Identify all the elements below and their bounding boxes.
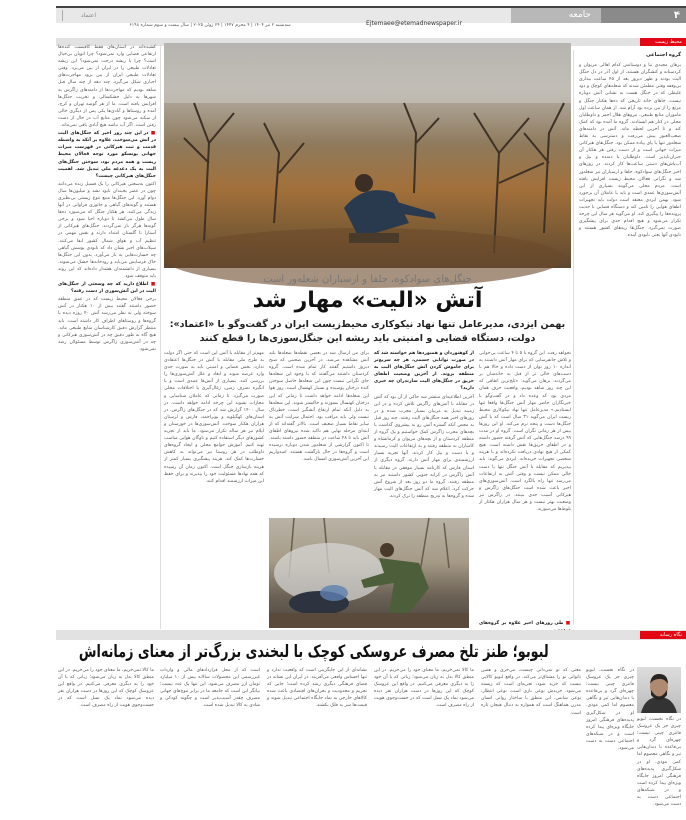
body-text: آخرین اطلاعیه‌ای منتشر شد حاکی از آن بود که آتش در مقابله با آتش‌های زاگرس تلاش کرده و در این زمینه تبدیل به مربیان بسیار مجرب شده و در روزهای اخیر همه جنگل‌های الیت رفتند. چند روز قبل به محض آنکه گستره آتش رو به پیشروی گذاشت با بچه‌های مجرب زاگرس کمک خواستیم و یک گروه از منطقه کردستان و از بچه‌های مریوان و کرمانشاه و کامیاران به منطقه رفتند و به ارتفاعات الیت رسیدند و با دست و بیل کار کردند. آنها تجربه بسیار ارزشمندی برای مهار آتش دارند. گروه دیگری از استان فارس که کارنامه بسیار موفقی در مقابله با آتش زاگرس در کرانه جنوبی کشور داشتند نیز به منطقه رفتند. گروه ما دو روز بعد از شروع آتش حرکت کرد. اعلام شد که آتش جنگل‌های الیت مهار شده و گروه‌ها به تدریج منطقه را ترک کردند.	[374, 394, 474, 499]
dateline-box	[104, 11, 316, 28]
body-column-1	[479, 350, 571, 620]
body-text: در نگاه نخست، لبوبو چیزی جز یک عروسک فانتزی چینی نیست؛ چهره‌ای گرد و بی‌قاعده با دندان‌هایی تیز و نگاهی معصوم اما کمی موذی. او در شکل‌گیری پدیده‌های فرهنگی امروز جایگاه ویژه‌ای پیدا کرده است و در شبکه‌های اجتماعی دست به دست می‌شود.	[586, 668, 634, 752]
body-text: معنی که تو نمی‌دانی چیست، می‌خری و همین ناتوانی تو را مشتاق‌تر می‌کند. در واقع لبوبو کالایی نیست که خرید شود، تجربه‌ای است که زیسته می‌شود. خریدش نوعی بازی است، نوعی انتظار، نوعی شانس. این منطق با ساختار روانی انسان مدرن هماهنگ است که همواره به دنبال هیجان تازه است.	[481, 668, 581, 716]
body-text: ما کالا نمی‌خریم، ما معنای خود را می‌خریم. در این منطق کالا بدل به زبان می‌شود؛ زبانی که با آن خود را به دیگری معرفی می‌کنیم. در واقع این عروسک کوچک که این روزها در دست هزاران نفر دیده می‌شود نماد یک نسل است که در جست‌وجوی هویت از راه مصرف است.	[374, 668, 474, 709]
body-text: نشانه‌ای از این جایگزینی است که واقعیت ندارد و تنها احساس واقعی می‌آفریند. در ایران این نشانه در فضای فرهنگی دیگری رشد کرده است؛ جایی که تحریم و محدودیت و بحران‌های اقتصادی باعث شده کالاهای خارجی به نماد جایگاه اجتماعی تبدیل شوند و قیمت‌ها سر به فلک بکشند.	[267, 668, 367, 709]
section-email[interactable]: Ejtemaee@etemadnewspaper.ir	[366, 20, 462, 27]
column-divider	[573, 50, 574, 625]
media-column-2	[481, 667, 581, 820]
subhead-line-1: بهمن ایزدی، مدیرعامل تنها نهاد نیکوکاری محیط‌زیست ایران در گفت‌وگو با «اعتماد»:	[169, 319, 566, 330]
body-column-3	[269, 350, 369, 516]
question-text: در این چند روز اخیر که جنگل‌های الیت در آتش می‌سوخت، علاوه بر آنکه به واسطه قدمت و ثبت هیرکانی در فهرست میراث جهانی یونسکو مورد توجه فعالان محیط زیست و همه مردم بود، سوختن جنگل‌های الیت به یک دغدغه ملی تبدیل شد. اهمیت جنگل‌های هیرکانی چیست؟	[58, 131, 156, 179]
section-strip	[56, 630, 686, 640]
right-column-text: برهان مجیدی نیا و دوستانش کدام اهالی مریوان و کردستانه و کنشگران هستند، از اول آذر در دل جنگل الیت بودند و ظهر دیروز بعد از ۴۵ ساعت بیداری بی‌وقفه وقتی مطمئن شدند که شعله‌های کوچک و دود غلیظی که در جنگل هست به نشانی آتش دوباره نیست، جاهای خانه تاریخی که ده‌ها هکتار جنگل و مرتع را از بین برده بود آرام شد. از همان ساعت اول ماموران منابع طبیعی، نیروهای هلال احمر و داوطلبان محلی در کنار هم ایستادند. گروه ما آمده بود که کمک کند و تا آخرین لحظه ماند. آتش در دامنه‌های صعب‌العبور پیش می‌رفت و دسترسی به نقاط شعله‌ور تنها با پای پیاده ممکن بود. جنگل‌های هیرکانی میراث جهانی است و از دست رفتن هر هکتار آن جبران‌ناپذیر است. داوطلبان با دمنده و بیل و آب‌پاش‌های دستی ساعت‌ها کار کردند. در روزهای اخیر جنگل‌های سوادکوه، جلفا و ارسباران نیز شعله‌ور شد و نگرانی فعالان محیط زیست افزایش یافته است. مردم محلی می‌گویند بسیاری از این آتش‌سوزی‌ها عمدی است و باید با عاملان آن برخورد شود. بهمن ایزدی معتقد است دولت باید تجهیزات اطفای هوایی را تامین کند و دستگاه قضایی با جدیت پرونده‌ها را پیگیری کند. او می‌گوید هر سال این چرخه تکرار می‌شود و هیچ اقدام جدی برای پیشگیری صورت نمی‌گیرد. جنگل‌ها ریه‌های کشور هستند و نابودی آنها یعنی نابودی آینده.	[579, 63, 681, 239]
bullet-icon: ■	[563, 621, 571, 626]
dateline: سه‌شنبه ۲ تیر ۱۴۰۴ | ۴ محرم ۱۴۴۷ | ۲۴ ژوئن ۲۰۲۵ | سال بیست و سوم شماره ۶۱۹۸	[129, 23, 291, 28]
section-email-box	[324, 10, 504, 27]
media-column-4	[267, 667, 367, 820]
media-headline-box	[78, 641, 626, 663]
forest-fire-photo	[164, 43, 571, 268]
bullet-icon: ■	[148, 131, 156, 137]
body-text: برخی فعالان محیط زیست که در عمق منطقه حضور داشتند گفتند بیش از ۱۰ هکتار در آتش سوخته ولی به نظر می‌رسد آتش ۴۰ روزه دیده با گروه‌ها و روستاهای اطراف کار داشته است. باید منتظر گزارش دقیق کارشناسان منابع طبیعی ماند. هیچ گاه به طور دقیق چه در آتش‌سوزی هیرکانی و چه در آتش‌سوزی زاگرس توسط مسئولان رصد نمی‌شود.	[58, 297, 157, 352]
body-text: در نگاه نخست، لبوبو چیزی جز یک عروسک فانتزی چینی نیست؛ چهره‌ای گرد و بی‌قاعده با دندان‌هایی تیز و نگاهی معصوم اما کمی موذی. او در شکل‌گیری پدیده‌های فرهنگی امروز جایگاه ویژه‌ای پیدا کرده است و در شبکه‌های اجتماعی دست به دست می‌شود.	[637, 717, 681, 808]
media-column-1b	[637, 716, 681, 820]
body-text: کشیده‌اند در استان‌های فقط کافیست کنده‌ها ارتفاعی فضایی وارد نمی‌شود؟ چرا اتوبان بی‌خیال است؟ چرا با ریشه درخت نمی‌شود؟ این ریشه تعادلات طبیعی را در ایران از بین می‌برد. وقتی تعادلات طبیعی ایران از بین برود مهاجرت‌های اجباری شکل می‌گیرد. چند دهه از چند سال قبل شاهد بودیم که مهاجرت‌ها از دامنه‌های زاگرس به شهرها به دلیل خشکسالی و تخریب جنگل‌ها افزایش یافته است. ما از هر گوشه تهران و کرج، آمده و روستاها و آبادی‌ها یکی پس از دیگری خالی از سکنه می‌شود چون منابع آب در حال از دست رفتن است. اگر آب نباشد هیچ آبادی باقی نمی‌ماند.	[58, 45, 156, 129]
media-column-5	[160, 667, 260, 820]
page-number: ۴	[601, 8, 686, 23]
body-text: برای من ارسال شد در بعضی نقطه‌ها شعله‌ها بلند آتش مشاهده می‌شد. در آخرین صحبتی که صبح دیروز داشتیم گفتند کار تمام شده است. گروه کردستان داشتند می‌گفتند که با وجود این شعله‌ها جای نگرانی نیست چون این شعله‌ها حاصل سوختن کنده درختان پوسیده و بسیار کهنسال است. روز هوا این شعله‌ها ادامه خواهد داشت تا زمانی که این درختان کهنسال بسوزند و خاکستر شوند. این شعله‌ها به دلیل آنکه تمام ارتفاع آتشگیر است، خطرناک نیست ولی باید مراقب بود. احتمال سرایت آتش به سایر نقاط بسیار ضعیف است. بالاتر گفته‌اند که از ابتدای مرحله نهایی هم تاکید شده نیروهای اطفای آتش باید تا ۴۸ ساعت در منطقه حضور داشته باشند. تا اکنون گزارشی از شعله‌ور شدن دوباره نرسیده است و گروه‌ها در حال بازگشت هستند. امیدواریم این آخرین آتش‌سوزی امسال باشد.	[269, 351, 369, 463]
left-column	[58, 44, 156, 630]
body-column-4	[164, 350, 264, 628]
media-view-label: نگاه رسانه	[640, 631, 686, 639]
kicker: جنگل‌های سوادکوه، جلفا و ارسباران شعله‌ور است	[263, 274, 472, 285]
bullet-text: طی روزهای اخیر علاوه بر گروه‌های	[479, 621, 564, 626]
body-text: ما کالا نمی‌خریم، ما معنای خود را می‌خریم. در این منطق کالا بدل به زبان می‌شود؛ زبانی که با آن خود را به دیگری معرفی می‌کنیم. در واقع این عروسک کوچک که این روزها در دست هزاران نفر دیده می‌شود نماد یک نسل است که در جست‌وجوی هویت از راه مصرف است.	[58, 668, 154, 709]
question-text: اطلاع دارید که چه وسعتی از جنگل‌های الیت در این آتش‌سوزی از دست رفته؟	[58, 282, 156, 295]
bullet-icon: ■	[148, 282, 156, 288]
lead-headline[interactable]: آتش «الیت» مهار شد	[252, 288, 483, 313]
interview-question	[58, 281, 156, 295]
right-column	[579, 52, 681, 622]
kicker-box	[164, 273, 571, 286]
lead-subhead-2	[164, 332, 571, 345]
body-text: مهم‌تر از مقابله با آتش این است که حتی اگر دولت به طرح ملی مقابله با آتش در جنگل‌ها اعتقادی ندارد، بخش قضایی و امنیتی باید به صورت جدی وارد عرصه شوند و ابعاد و علل آتش‌سوزی‌ها را بررسی کنند. بسیاری از آتش‌ها عمدی است و با انگیزه تصرف زمین، زغال‌گیری یا اختلافات محلی صورت می‌گیرد. تا زمانی که عاملان شناسایی و مجازات نشوند این چرخه ادامه خواهد داشت. در سال ۱۴۰۰ گزارش شد که در جنگل‌های زاگرس، در استان‌های کهگیلویه و بویراحمد، فارس و لرستان هزاران هکتار سوخت. آتش‌سوزی‌ها در خوزستان و ایلام نیز هر ساله تکرار می‌شود. ما باید از تجربه کشورهای دیگر استفاده کنیم و ناوگان هوایی مناسب تهیه کنیم. آموزش جوامع محلی و ایجاد گروه‌های داوطلب در هر روستا نیز می‌تواند به کاهش خسارت‌ها کمک کند. هزینه پیشگیری بسیار کمتر از هزینه بازسازی جنگل است. اکنون زمان آن رسیده که همه نهادها مسئولیت خود را بپذیرند و برای حفظ این میراث ارزشمند اقدام کنند.	[164, 351, 264, 484]
bullet-note	[479, 620, 571, 629]
lead-subhead-1	[164, 318, 571, 331]
body-text: است که از محل قراردادهای مالی و واردات غیررسمی این محصولات سالانه بیش از ۱۰ میلیارد تومان ارز مصرف می‌شود. این تنها یک عدد نیست؛ بیانگر این است که جامعه ما در برابر موج‌های جهانی مصرف چقدر آسیب‌پذیر است و چگونه کودکی و شادی به کالا تبدیل شده است.	[160, 668, 260, 709]
body-column-2	[374, 350, 474, 516]
volunteer-in-burnt-forest-image	[164, 43, 571, 268]
column-divider	[160, 44, 161, 629]
volunteer-extinguishing-fire-image	[269, 518, 469, 628]
author-photo	[637, 667, 681, 713]
interview-question: از کوهنوردان و همنوردها هم خواسته شد که در صورت توانایی جسمی، هر چه سریع‌تر برای خاموش کردن آتش جنگل‌های الیت به منطقه بروند. از آخرین وضعیت اطفای حریق در جنگل‌های الیت سازندران چه خبری دارید؟	[374, 351, 474, 392]
subhead-line-2: دولت، دستگاه قضایی و امنیتی باید ریشه این جنگل‌سوزی‌ها را قطع کنند	[199, 333, 536, 344]
body-text: نخواهد رفت. این گروه با ۵ تا ۴ ساعت بی‌خوابی و تلاش جانفرسایی که برای مهار آتش داشتند به اندازه ۱۰ روز توان از دست داده و حالا هم با دست‌های خالی تر از قبل به خانه‌شان بر می‌گردند. برهان می‌گوید: «تلخ‌ترین اتفاقی که این چند روز شاهد بودیم، واقعیت حرف همان مردی بود که وعده داد و در گفت‌وگو با خبرنگاران حاضر مهار آتش جنگل‌ها واقعا تنها ایستادیم.» مدیرعامل تنها نهاد نیکوکاری محیط زیست ایران می‌گوید ۳۱ سال است که با آتش جنگل‌ها دست و پنجه نرم می‌کند. او این روزها بیش از هر زمانی نگران است. گروه او در مدت ۹۹ درصد جنگل‌هایی که آتش گرفته حضور داشته و در اطفای حریق‌ها نقش داشته است. هیچ کمکی از هیچ نهادی دریافت نکرده‌اند و با هزینه شخصی تجهیزات خریده‌اند. ایزدی می‌گوید: باید بپذیریم که مقابله با آتش جنگل تنها با دست خالی ممکن نیست و وقتی آتش به ارتفاعات می‌رسد تنها راه بالگرد است. آتش‌سوزی‌های اخیر باعث شده است جنگل‌های زاگرس و هیرکانی آسیب جدی ببینند. در زاگرس نیز وضعیت بهتر نیست و هر سال هزاران هکتار از بلوط‌ها می‌سوزند.	[479, 351, 572, 513]
media-headline[interactable]: لبوبو؛ طنز تلخ مصرف عروسکی کوچک با لبخندی بزرگ‌تر از معنای زمانه‌اش	[78, 642, 549, 662]
media-column-6	[58, 667, 154, 820]
firefighter-photo	[269, 518, 469, 628]
author-portrait	[637, 667, 681, 713]
section-title: جامعه	[511, 8, 601, 23]
body-text: اکنون به‌سختی هیرکانی را یک فسیل زنده می‌دانند چون در عصر یخبندان نابود نشد و میلیون‌ها سال دوام آورد. این جنگل‌ها منبع تنوع زیستی بی‌نظیری هستند و گونه‌های گیاهی و جانوری فراوانی در آنها زندگی می‌کنند. هر هکتار جنگل که می‌سوزد ده‌ها سال طول می‌کشد تا دوباره احیا شود و برخی گونه‌ها هرگز باز نمی‌گردند. جنگل‌های هیرکانی از آستارا تا گلستان امتداد دارند و نقش مهمی در تنظیم آب و هوای شمال کشور ایفا می‌کنند. سیلاب‌های اخیر نشان داد که نابودی پوشش گیاهی چه خسارت‌هایی به بار می‌آورد. بدون این جنگل‌ها خاک فرسایش می‌یابد و رودخانه‌ها خشک می‌شوند. بسیاری از دانشمندان هشدار داده‌اند که این روند باید متوقف شود.	[58, 181, 156, 279]
byline: گروه اجتماعی	[646, 52, 681, 58]
interview-question	[58, 130, 156, 180]
media-column-1	[586, 667, 634, 820]
environment-label: محیط زیست	[640, 38, 686, 46]
media-column-3	[374, 667, 474, 820]
lead-headline-box	[164, 287, 571, 315]
newspaper-logo: اعتماد	[62, 10, 96, 21]
